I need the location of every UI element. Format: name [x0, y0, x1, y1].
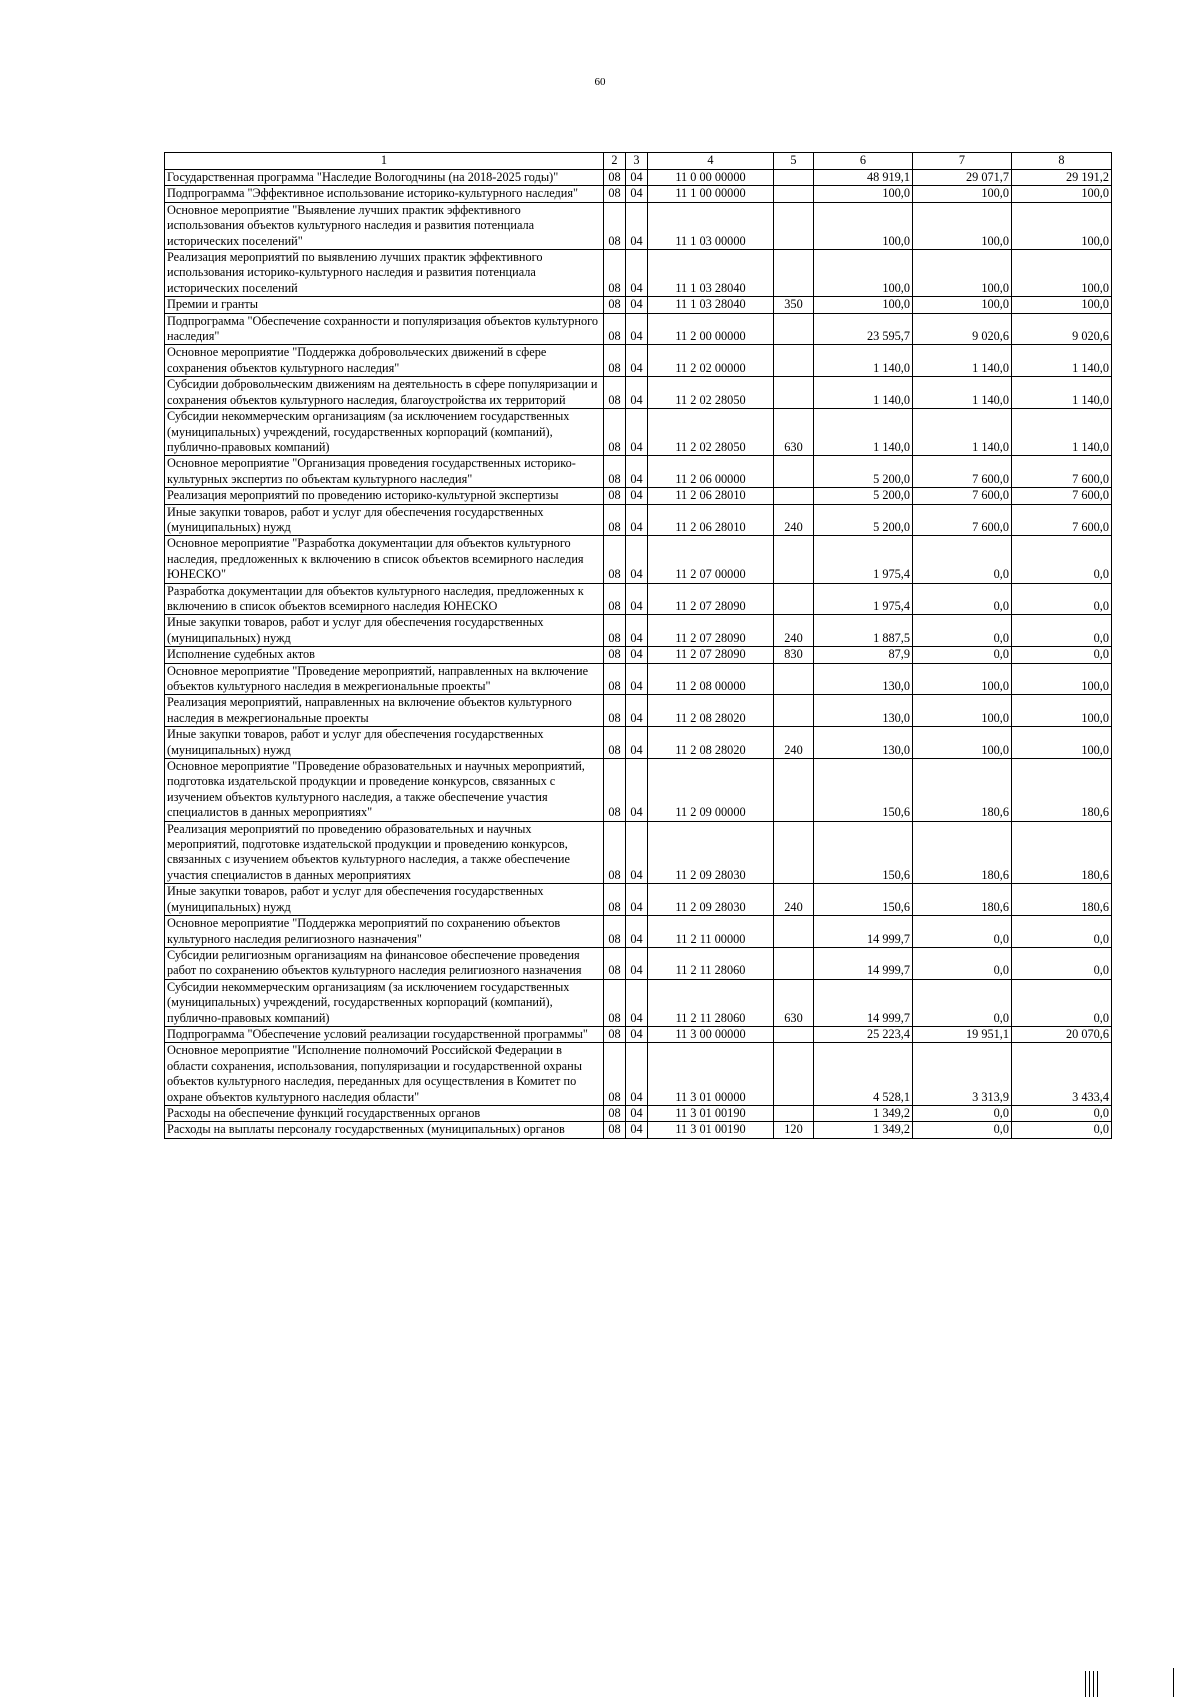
- expense-type-code: 830: [774, 647, 814, 663]
- row-name: Основное мероприятие "Исполнение полномочий Российской Федерации в области сохранения, использования, популяризации и государственной охраны объектов культурного наследия, переданных для осуществления в Комитет по охране объектов культурного наследия области": [165, 1043, 604, 1106]
- header-row: [165, 153, 1112, 170]
- table-row: [165, 1026, 1112, 1042]
- amount-col6: 100,0: [814, 186, 913, 202]
- row-name: Иные закупки товаров, работ и услуг для обеспечения государственных (муниципальных) нужд: [165, 884, 604, 916]
- ved-code: 08: [604, 313, 626, 345]
- amount-col7: 180,6: [913, 821, 1012, 884]
- section-code: 04: [626, 170, 648, 186]
- amount-col6: 1 140,0: [814, 345, 913, 377]
- section-code: 04: [626, 1043, 648, 1106]
- amount-col6: 150,6: [814, 884, 913, 916]
- barcode-mark: [1085, 1671, 1109, 1697]
- ved-code: 08: [604, 409, 626, 456]
- amount-col7: 1 140,0: [913, 377, 1012, 409]
- amount-col6: 1 140,0: [814, 377, 913, 409]
- header-cell: 8: [1012, 153, 1112, 170]
- ved-code: 08: [604, 250, 626, 297]
- amount-col7: 100,0: [913, 297, 1012, 313]
- section-code: 04: [626, 504, 648, 536]
- ved-code: 08: [604, 377, 626, 409]
- section-code: 04: [626, 202, 648, 249]
- amount-col8: 9 020,6: [1012, 313, 1112, 345]
- ved-code: 08: [604, 727, 626, 759]
- header-cell: 5: [774, 153, 814, 170]
- expense-type-code: [774, 759, 814, 822]
- section-code: 04: [626, 647, 648, 663]
- expense-type-code: 240: [774, 504, 814, 536]
- row-name: Основное мероприятие "Поддержка мероприятий по сохранению объектов культурного наследия религиозного назначения": [165, 916, 604, 948]
- amount-col7: 1 140,0: [913, 345, 1012, 377]
- row-name: Исполнение судебных актов: [165, 647, 604, 663]
- amount-col8: 0,0: [1012, 647, 1112, 663]
- amount-col8: 100,0: [1012, 186, 1112, 202]
- amount-col6: 130,0: [814, 695, 913, 727]
- amount-col7: 100,0: [913, 186, 1012, 202]
- amount-col7: 7 600,0: [913, 488, 1012, 504]
- amount-col8: 1 140,0: [1012, 377, 1112, 409]
- budget-table: [164, 152, 1112, 1139]
- section-code: 04: [626, 456, 648, 488]
- amount-col7: 0,0: [913, 1105, 1012, 1121]
- amount-col8: 1 140,0: [1012, 345, 1112, 377]
- amount-col6: 1 140,0: [814, 409, 913, 456]
- expense-type-code: 240: [774, 884, 814, 916]
- amount-col7: 0,0: [913, 1122, 1012, 1138]
- amount-col6: 4 528,1: [814, 1043, 913, 1106]
- expense-type-code: [774, 313, 814, 345]
- amount-col8: 3 433,4: [1012, 1043, 1112, 1106]
- amount-col6: 1 975,4: [814, 536, 913, 583]
- expense-type-code: [774, 202, 814, 249]
- table-row: [165, 647, 1112, 663]
- amount-col6: 23 595,7: [814, 313, 913, 345]
- target-article-code: 11 2 09 28030: [648, 821, 774, 884]
- target-article-code: 11 0 00 00000: [648, 170, 774, 186]
- amount-col6: 25 223,4: [814, 1026, 913, 1042]
- header-cell: 7: [913, 153, 1012, 170]
- amount-col6: 5 200,0: [814, 456, 913, 488]
- row-name: Субсидии религиозным организациям на финансовое обеспечение проведения работ по сохранению объектов культурного наследия религиозного назначения: [165, 947, 604, 979]
- amount-col7: 9 020,6: [913, 313, 1012, 345]
- amount-col6: 1 975,4: [814, 583, 913, 615]
- expense-type-code: [774, 916, 814, 948]
- target-article-code: 11 3 00 00000: [648, 1026, 774, 1042]
- amount-col6: 100,0: [814, 202, 913, 249]
- page-number: 60: [594, 76, 606, 88]
- target-article-code: 11 1 03 00000: [648, 202, 774, 249]
- target-article-code: 11 2 00 00000: [648, 313, 774, 345]
- target-article-code: 11 2 09 28030: [648, 884, 774, 916]
- table-row: [165, 663, 1112, 695]
- target-article-code: 11 2 11 28060: [648, 947, 774, 979]
- expense-type-code: [774, 488, 814, 504]
- target-article-code: 11 2 02 28050: [648, 409, 774, 456]
- section-code: 04: [626, 345, 648, 377]
- table-row: [165, 583, 1112, 615]
- section-code: 04: [626, 1105, 648, 1121]
- amount-col8: 100,0: [1012, 202, 1112, 249]
- section-code: 04: [626, 377, 648, 409]
- row-name: Субсидии некоммерческим организациям (за исключением государственных (муниципальных) учреждений, государственных корпораций (компаний), публично-правовых компаний): [165, 979, 604, 1026]
- amount-col8: 0,0: [1012, 916, 1112, 948]
- target-article-code: 11 2 02 28050: [648, 377, 774, 409]
- table-row: [165, 313, 1112, 345]
- row-name: Субсидии некоммерческим организациям (за исключением государственных (муниципальных) учреждений, государственных корпораций (компаний), публично-правовых компаний): [165, 409, 604, 456]
- amount-col8: 100,0: [1012, 663, 1112, 695]
- expense-type-code: [774, 1043, 814, 1106]
- table-row: [165, 488, 1112, 504]
- header-cell: 2: [604, 153, 626, 170]
- target-article-code: 11 2 07 28090: [648, 615, 774, 647]
- section-code: 04: [626, 916, 648, 948]
- table-row: [165, 947, 1112, 979]
- ved-code: 08: [604, 345, 626, 377]
- target-article-code: 11 2 06 28010: [648, 504, 774, 536]
- table-row: [165, 979, 1112, 1026]
- row-name: Субсидии добровольческим движениям на деятельность в сфере популяризации и сохранения объектов культурного наследия, благоустройства их территорий: [165, 377, 604, 409]
- amount-col7: 29 071,7: [913, 170, 1012, 186]
- amount-col7: 0,0: [913, 979, 1012, 1026]
- row-name: Подпрограмма "Эффективное использование историко-культурного наследия": [165, 186, 604, 202]
- ved-code: 08: [604, 170, 626, 186]
- amount-col6: 100,0: [814, 250, 913, 297]
- amount-col7: 100,0: [913, 663, 1012, 695]
- expense-type-code: 350: [774, 297, 814, 313]
- header-cell: 1: [165, 153, 604, 170]
- target-article-code: 11 3 01 00190: [648, 1122, 774, 1138]
- amount-col7: 100,0: [913, 727, 1012, 759]
- amount-col8: 100,0: [1012, 297, 1112, 313]
- amount-col6: 5 200,0: [814, 488, 913, 504]
- ved-code: 08: [604, 916, 626, 948]
- table-row: [165, 536, 1112, 583]
- amount-col6: 130,0: [814, 727, 913, 759]
- expense-type-code: [774, 536, 814, 583]
- target-article-code: 11 2 08 28020: [648, 695, 774, 727]
- amount-col6: 130,0: [814, 663, 913, 695]
- amount-col8: 0,0: [1012, 583, 1112, 615]
- amount-col8: 0,0: [1012, 947, 1112, 979]
- header-cell: 4: [648, 153, 774, 170]
- expense-type-code: [774, 1105, 814, 1121]
- section-code: 04: [626, 884, 648, 916]
- row-name: Основное мероприятие "Выявление лучших практик эффективного использования объектов культурного наследия и развития потенциала исторических поселений": [165, 202, 604, 249]
- target-article-code: 11 3 01 00000: [648, 1043, 774, 1106]
- table-row: [165, 615, 1112, 647]
- amount-col8: 7 600,0: [1012, 504, 1112, 536]
- amount-col8: 7 600,0: [1012, 456, 1112, 488]
- amount-col8: 0,0: [1012, 1122, 1112, 1138]
- amount-col8: 7 600,0: [1012, 488, 1112, 504]
- target-article-code: 11 2 08 28020: [648, 727, 774, 759]
- amount-col7: 7 600,0: [913, 504, 1012, 536]
- amount-col6: 14 999,7: [814, 916, 913, 948]
- expense-type-code: [774, 1026, 814, 1042]
- target-article-code: 11 2 07 00000: [648, 536, 774, 583]
- section-code: 04: [626, 583, 648, 615]
- ved-code: 08: [604, 186, 626, 202]
- row-name: Основное мероприятие "Организация проведения государственных историко-культурных экспертиз по объектам культурного наследия": [165, 456, 604, 488]
- table-row: [165, 695, 1112, 727]
- ved-code: 08: [604, 663, 626, 695]
- ved-code: 08: [604, 1122, 626, 1138]
- section-code: 04: [626, 409, 648, 456]
- amount-col7: 100,0: [913, 202, 1012, 249]
- row-name: Основное мероприятие "Поддержка добровольческих движений в сфере сохранения объектов культурного наследия": [165, 345, 604, 377]
- expense-type-code: [774, 947, 814, 979]
- table-row: [165, 250, 1112, 297]
- table-row: [165, 884, 1112, 916]
- amount-col6: 1 349,2: [814, 1122, 913, 1138]
- section-code: 04: [626, 615, 648, 647]
- ved-code: 08: [604, 202, 626, 249]
- amount-col8: 0,0: [1012, 1105, 1112, 1121]
- ved-code: 08: [604, 647, 626, 663]
- row-name: Разработка документации для объектов культурного наследия, предложенных к включению в список объектов всемирного наследия ЮНЕСКО: [165, 583, 604, 615]
- expense-type-code: [774, 345, 814, 377]
- target-article-code: 11 2 06 28010: [648, 488, 774, 504]
- target-article-code: 11 2 08 00000: [648, 663, 774, 695]
- table-row: [165, 916, 1112, 948]
- target-article-code: 11 2 07 28090: [648, 583, 774, 615]
- table-row: [165, 345, 1112, 377]
- target-article-code: 11 1 03 28040: [648, 250, 774, 297]
- amount-col8: 180,6: [1012, 821, 1112, 884]
- ved-code: 08: [604, 821, 626, 884]
- row-name: Иные закупки товаров, работ и услуг для обеспечения государственных (муниципальных) нужд: [165, 504, 604, 536]
- amount-col7: 7 600,0: [913, 456, 1012, 488]
- table-row: [165, 409, 1112, 456]
- row-name: Подпрограмма "Обеспечение сохранности и популяризация объектов культурного наследия": [165, 313, 604, 345]
- amount-col6: 14 999,7: [814, 979, 913, 1026]
- expense-type-code: [774, 186, 814, 202]
- amount-col7: 100,0: [913, 250, 1012, 297]
- section-code: 04: [626, 759, 648, 822]
- amount-col7: 0,0: [913, 615, 1012, 647]
- amount-col8: 1 140,0: [1012, 409, 1112, 456]
- row-name: Подпрограмма "Обеспечение условий реализации государственной программы": [165, 1026, 604, 1042]
- amount-col7: 0,0: [913, 916, 1012, 948]
- amount-col6: 87,9: [814, 647, 913, 663]
- section-code: 04: [626, 695, 648, 727]
- amount-col7: 100,0: [913, 695, 1012, 727]
- amount-col6: 48 919,1: [814, 170, 913, 186]
- ved-code: 08: [604, 488, 626, 504]
- amount-col8: 100,0: [1012, 695, 1112, 727]
- section-code: 04: [626, 979, 648, 1026]
- expense-type-code: [774, 170, 814, 186]
- table-row: [165, 821, 1112, 884]
- section-code: 04: [626, 488, 648, 504]
- amount-col6: 1 887,5: [814, 615, 913, 647]
- table-row: [165, 759, 1112, 822]
- amount-col6: 1 349,2: [814, 1105, 913, 1121]
- amount-col7: 0,0: [913, 583, 1012, 615]
- ved-code: 08: [604, 947, 626, 979]
- row-name: Основное мероприятие "Проведение мероприятий, направленных на включение объектов культурного наследия в межрегиональные проекты": [165, 663, 604, 695]
- section-code: 04: [626, 1026, 648, 1042]
- section-code: 04: [626, 821, 648, 884]
- header-cell: 3: [626, 153, 648, 170]
- expense-type-code: [774, 663, 814, 695]
- amount-col8: 100,0: [1012, 250, 1112, 297]
- amount-col7: 180,6: [913, 759, 1012, 822]
- target-article-code: 11 2 11 00000: [648, 916, 774, 948]
- section-code: 04: [626, 663, 648, 695]
- target-article-code: 11 2 09 00000: [648, 759, 774, 822]
- section-code: 04: [626, 297, 648, 313]
- amount-col6: 150,6: [814, 821, 913, 884]
- header-cell: 6: [814, 153, 913, 170]
- target-article-code: 11 2 06 00000: [648, 456, 774, 488]
- amount-col7: 180,6: [913, 884, 1012, 916]
- amount-col8: 180,6: [1012, 759, 1112, 822]
- amount-col7: 3 313,9: [913, 1043, 1012, 1106]
- row-name: Расходы на выплаты персоналу государственных (муниципальных) органов: [165, 1122, 604, 1138]
- table-row: [165, 202, 1112, 249]
- expense-type-code: 630: [774, 979, 814, 1026]
- expense-type-code: 240: [774, 727, 814, 759]
- ved-code: 08: [604, 583, 626, 615]
- amount-col8: 0,0: [1012, 536, 1112, 583]
- amount-col8: 180,6: [1012, 884, 1112, 916]
- ved-code: 08: [604, 297, 626, 313]
- expense-type-code: [774, 377, 814, 409]
- table-row: [165, 727, 1112, 759]
- target-article-code: 11 2 02 00000: [648, 345, 774, 377]
- expense-type-code: [774, 250, 814, 297]
- amount-col8: 29 191,2: [1012, 170, 1112, 186]
- expense-type-code: [774, 583, 814, 615]
- ved-code: 08: [604, 615, 626, 647]
- table-row: [165, 170, 1112, 186]
- amount-col6: 5 200,0: [814, 504, 913, 536]
- amount-col8: 0,0: [1012, 615, 1112, 647]
- ved-code: 08: [604, 456, 626, 488]
- expense-type-code: [774, 821, 814, 884]
- table-row: [165, 377, 1112, 409]
- row-name: Реализация мероприятий, направленных на включение объектов культурного наследия в межрегиональные проекты: [165, 695, 604, 727]
- ved-code: 08: [604, 1043, 626, 1106]
- amount-col7: 0,0: [913, 647, 1012, 663]
- section-code: 04: [626, 727, 648, 759]
- ved-code: 08: [604, 504, 626, 536]
- ved-code: 08: [604, 536, 626, 583]
- amount-col6: 100,0: [814, 297, 913, 313]
- target-article-code: 11 1 00 00000: [648, 186, 774, 202]
- amount-col8: 0,0: [1012, 979, 1112, 1026]
- expense-type-code: [774, 456, 814, 488]
- row-name: Расходы на обеспечение функций государственных органов: [165, 1105, 604, 1121]
- table-row: [165, 456, 1112, 488]
- section-code: 04: [626, 250, 648, 297]
- row-name: Иные закупки товаров, работ и услуг для обеспечения государственных (муниципальных) нужд: [165, 727, 604, 759]
- section-code: 04: [626, 313, 648, 345]
- amount-col6: 14 999,7: [814, 947, 913, 979]
- ved-code: 08: [604, 759, 626, 822]
- amount-col6: 150,6: [814, 759, 913, 822]
- expense-type-code: 630: [774, 409, 814, 456]
- section-code: 04: [626, 947, 648, 979]
- expense-type-code: 240: [774, 615, 814, 647]
- row-name: Основное мероприятие "Проведение образовательных и научных мероприятий, подготовка издательской продукции и проведение конкурсов, связанных с изучением объектов культурного наследия, а также обеспечение участия специалистов в данных мероприятиях": [165, 759, 604, 822]
- amount-col7: 1 140,0: [913, 409, 1012, 456]
- table-row: [165, 504, 1112, 536]
- row-name: Реализация мероприятий по выявлению лучших практик эффективного использования историко-культурного наследия и развития потенциала исторических поселений: [165, 250, 604, 297]
- target-article-code: 11 2 11 28060: [648, 979, 774, 1026]
- ved-code: 08: [604, 695, 626, 727]
- table-row: [165, 1122, 1112, 1138]
- amount-col8: 20 070,6: [1012, 1026, 1112, 1042]
- row-name: Реализация мероприятий по проведению историко-культурной экспертизы: [165, 488, 604, 504]
- row-name: Реализация мероприятий по проведению образовательных и научных мероприятий, подготовке издательской продукции и проведению конкурсов, связанных с изучением объектов культурного наследия, а также обеспечение участия специалистов в данных мероприятиях: [165, 821, 604, 884]
- target-article-code: 11 2 07 28090: [648, 647, 774, 663]
- amount-col8: 100,0: [1012, 727, 1112, 759]
- table-row: [165, 1105, 1112, 1121]
- ved-code: 08: [604, 1105, 626, 1121]
- table-row: [165, 297, 1112, 313]
- expense-type-code: 120: [774, 1122, 814, 1138]
- row-name: Основное мероприятие "Разработка документации для объектов культурного наследия, предложенных к включению в список объектов всемирного наследия ЮНЕСКО": [165, 536, 604, 583]
- section-code: 04: [626, 1122, 648, 1138]
- section-code: 04: [626, 536, 648, 583]
- row-name: Премии и гранты: [165, 297, 604, 313]
- row-name: Иные закупки товаров, работ и услуг для обеспечения государственных (муниципальных) нужд: [165, 615, 604, 647]
- expense-type-code: [774, 695, 814, 727]
- section-code: 04: [626, 186, 648, 202]
- ved-code: 08: [604, 979, 626, 1026]
- target-article-code: 11 1 03 28040: [648, 297, 774, 313]
- table-row: [165, 186, 1112, 202]
- ved-code: 08: [604, 1026, 626, 1042]
- scan-edge-mark: [1173, 1668, 1174, 1697]
- ved-code: 08: [604, 884, 626, 916]
- row-name: Государственная программа "Наследие Вологодчины (на 2018-2025 годы)": [165, 170, 604, 186]
- amount-col7: 19 951,1: [913, 1026, 1012, 1042]
- table-row: [165, 1043, 1112, 1106]
- amount-col7: 0,0: [913, 947, 1012, 979]
- amount-col7: 0,0: [913, 536, 1012, 583]
- target-article-code: 11 3 01 00190: [648, 1105, 774, 1121]
